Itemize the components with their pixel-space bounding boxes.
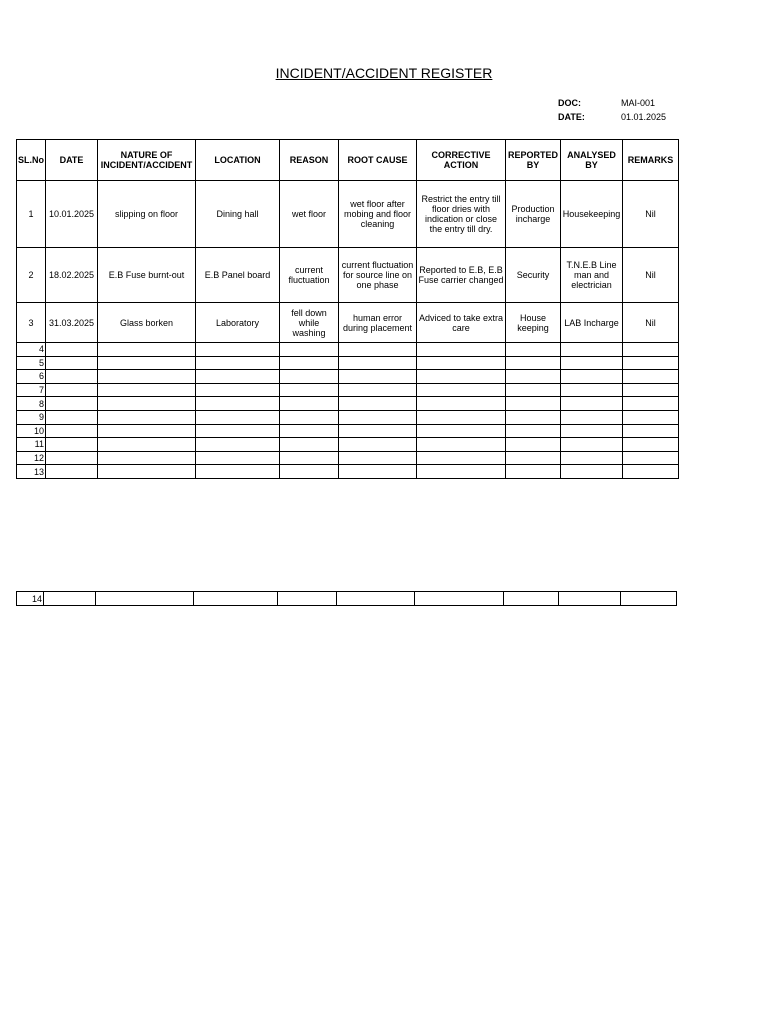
empty-cell: [506, 383, 561, 397]
cell-reason: fell down while washing: [280, 303, 339, 343]
cell-reported-by: House keeping: [506, 303, 561, 343]
empty-cell: [46, 356, 98, 370]
empty-cell: [561, 397, 623, 411]
empty-cell: [339, 370, 417, 384]
empty-cell: [623, 343, 679, 357]
header-root-cause: ROOT CAUSE: [339, 140, 417, 181]
empty-cell: [46, 465, 98, 479]
empty-cell: [561, 410, 623, 424]
empty-cell: [98, 410, 196, 424]
empty-cell: [196, 383, 280, 397]
date-value: 01.01.2025: [621, 112, 667, 122]
header-location: LOCATION: [196, 140, 280, 181]
empty-cell: [417, 370, 506, 384]
cell-sl-no: 10: [17, 424, 46, 438]
empty-cell: [417, 451, 506, 465]
table-row: [17, 248, 679, 303]
empty-cell: [339, 397, 417, 411]
empty-cell: [46, 410, 98, 424]
empty-cell: [196, 424, 280, 438]
empty-cell: [339, 343, 417, 357]
cell-sl-no: 14: [17, 592, 44, 606]
empty-cell: [417, 343, 506, 357]
table-row: [17, 397, 679, 411]
empty-cell: [46, 438, 98, 452]
empty-cell: [339, 438, 417, 452]
empty-cell: [46, 424, 98, 438]
empty-cell: [196, 465, 280, 479]
table-row: [17, 424, 679, 438]
cell-sl-no: 7: [17, 383, 46, 397]
empty-cell: [417, 424, 506, 438]
empty-cell: [417, 356, 506, 370]
doc-value: MAI-001: [621, 98, 656, 108]
empty-cell: [561, 424, 623, 438]
cell-analysed-by: Housekeeping: [561, 181, 623, 248]
empty-cell: [280, 438, 339, 452]
cell-sl-no: 8: [17, 397, 46, 411]
empty-cell: [623, 383, 679, 397]
cell-date: 31.03.2025: [46, 303, 98, 343]
empty-cell: [98, 465, 196, 479]
cell-sl-no: 5: [17, 356, 46, 370]
table-row: [17, 438, 679, 452]
empty-cell: [506, 424, 561, 438]
empty-cell: [415, 592, 504, 606]
cell-root-cause: current fluctuation for source line on one phase: [339, 248, 417, 303]
continuation-rows: [17, 592, 677, 606]
table-row: [17, 592, 677, 606]
empty-cell: [506, 438, 561, 452]
empty-cell: [98, 438, 196, 452]
header-date: DATE: [46, 140, 98, 181]
empty-cell: [561, 383, 623, 397]
empty-cell: [46, 383, 98, 397]
cell-analysed-by: T.N.E.B Line man and electrician: [561, 248, 623, 303]
table-row: [17, 370, 679, 384]
doc-label: DOC:: [558, 98, 581, 108]
empty-cell: [280, 356, 339, 370]
empty-cell: [417, 397, 506, 411]
cell-corrective-action: Reported to E.B, E.B Fuse carrier changed: [417, 248, 506, 303]
empty-cell: [559, 592, 621, 606]
cell-date: 18.02.2025: [46, 248, 98, 303]
empty-cell: [561, 438, 623, 452]
empty-cell: [561, 465, 623, 479]
empty-cell: [623, 465, 679, 479]
empty-cell: [417, 438, 506, 452]
table-row: [17, 181, 679, 248]
cell-sl-no: 2: [17, 248, 46, 303]
empty-cell: [561, 356, 623, 370]
empty-cell: [196, 451, 280, 465]
cell-nature: E.B Fuse burnt-out: [98, 248, 196, 303]
header-remarks: REMARKS: [623, 140, 679, 181]
empty-cell: [196, 370, 280, 384]
empty-cell: [280, 451, 339, 465]
cell-corrective-action: Adviced to take extra care: [417, 303, 506, 343]
cell-sl-no: 3: [17, 303, 46, 343]
empty-cell: [280, 410, 339, 424]
empty-cell: [561, 343, 623, 357]
empty-cell: [280, 343, 339, 357]
empty-cell: [339, 424, 417, 438]
empty-cell: [506, 465, 561, 479]
incident-register-table: [16, 139, 679, 479]
empty-cell: [98, 343, 196, 357]
cell-nature: slipping on floor: [98, 181, 196, 248]
cell-sl-no: 4: [17, 343, 46, 357]
empty-cell: [196, 397, 280, 411]
cell-location: Dining hall: [196, 181, 280, 248]
empty-cell: [98, 397, 196, 411]
empty-cell: [280, 424, 339, 438]
empty-cell: [506, 410, 561, 424]
empty-cell: [623, 356, 679, 370]
cell-sl-no: 12: [17, 451, 46, 465]
cell-date: 10.01.2025: [46, 181, 98, 248]
empty-cell: [96, 592, 194, 606]
empty-cell: [506, 356, 561, 370]
empty-cell: [98, 370, 196, 384]
empty-cell: [417, 410, 506, 424]
cell-sl-no: 9: [17, 410, 46, 424]
empty-cell: [506, 370, 561, 384]
table-row: [17, 451, 679, 465]
empty-cell: [504, 592, 559, 606]
table-row: [17, 303, 679, 343]
blank-rows: [17, 343, 679, 479]
cell-sl-no: 6: [17, 370, 46, 384]
empty-cell: [280, 383, 339, 397]
empty-cell: [417, 383, 506, 397]
empty-cell: [280, 370, 339, 384]
empty-cell: [561, 370, 623, 384]
empty-cell: [621, 592, 677, 606]
cell-reason: wet floor: [280, 181, 339, 248]
empty-cell: [196, 356, 280, 370]
cell-sl-no: 1: [17, 181, 46, 248]
cell-reason: current fluctuation: [280, 248, 339, 303]
empty-cell: [46, 451, 98, 465]
header-reason: REASON: [280, 140, 339, 181]
cell-reported-by: Production incharge: [506, 181, 561, 248]
empty-cell: [623, 410, 679, 424]
header-sl-no: SL.No: [17, 140, 46, 181]
cell-corrective-action: Restrict the entry till floor dries with indication or close the entry till dry.: [417, 181, 506, 248]
empty-cell: [280, 397, 339, 411]
table-row: [17, 410, 679, 424]
table-row: [17, 465, 679, 479]
empty-cell: [46, 370, 98, 384]
empty-cell: [98, 424, 196, 438]
cell-location: Laboratory: [196, 303, 280, 343]
empty-cell: [98, 451, 196, 465]
empty-cell: [339, 410, 417, 424]
empty-cell: [46, 397, 98, 411]
empty-cell: [623, 424, 679, 438]
empty-cell: [339, 383, 417, 397]
empty-cell: [98, 356, 196, 370]
empty-cell: [44, 592, 96, 606]
empty-cell: [506, 451, 561, 465]
table-row: [17, 343, 679, 357]
cell-sl-no: 11: [17, 438, 46, 452]
cell-analysed-by: LAB Incharge: [561, 303, 623, 343]
empty-cell: [194, 592, 278, 606]
header-reported-by: REPORTED BY: [506, 140, 561, 181]
cell-reported-by: Security: [506, 248, 561, 303]
cell-nature: Glass borken: [98, 303, 196, 343]
header-nature: NATURE OF INCIDENT/ACCIDENT: [98, 140, 196, 181]
empty-cell: [623, 397, 679, 411]
header-analysed-by: ANALYSED BY: [561, 140, 623, 181]
cell-remarks: Nil: [623, 248, 679, 303]
cell-location: E.B Panel board: [196, 248, 280, 303]
header-row: [17, 140, 679, 181]
empty-cell: [196, 410, 280, 424]
empty-cell: [506, 397, 561, 411]
date-label: DATE:: [558, 112, 585, 122]
empty-cell: [339, 356, 417, 370]
empty-cell: [623, 370, 679, 384]
register-title: INCIDENT/ACCIDENT REGISTER: [275, 65, 493, 81]
empty-cell: [196, 343, 280, 357]
table-row: [17, 356, 679, 370]
empty-cell: [417, 465, 506, 479]
empty-cell: [196, 438, 280, 452]
cell-remarks: Nil: [623, 303, 679, 343]
cell-root-cause: wet floor after mobing and floor cleaning: [339, 181, 417, 248]
cell-remarks: Nil: [623, 181, 679, 248]
empty-cell: [506, 343, 561, 357]
empty-cell: [339, 465, 417, 479]
table-row: [17, 383, 679, 397]
cell-sl-no: 13: [17, 465, 46, 479]
empty-cell: [561, 451, 623, 465]
empty-cell: [339, 451, 417, 465]
empty-cell: [46, 343, 98, 357]
empty-cell: [278, 592, 337, 606]
incident-register-continuation: [16, 591, 677, 606]
header-corrective-action: CORRECTIVE ACTION: [417, 140, 506, 181]
empty-cell: [623, 451, 679, 465]
empty-cell: [337, 592, 415, 606]
empty-cell: [98, 383, 196, 397]
empty-cell: [280, 465, 339, 479]
cell-root-cause: human error during placement: [339, 303, 417, 343]
empty-cell: [623, 438, 679, 452]
